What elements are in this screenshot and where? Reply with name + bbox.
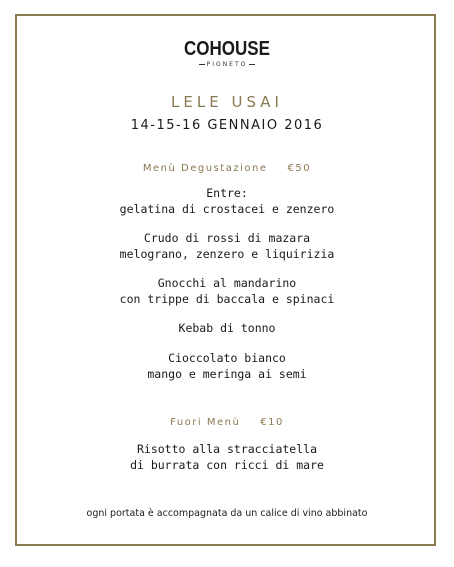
degustazione-price: €50 — [287, 163, 312, 174]
degustazione-title: Menù Degustazione — [142, 163, 268, 174]
fuori-menu-price: €10 — [260, 417, 284, 428]
logo-subtitle-text: PIGNETO — [206, 61, 248, 68]
course-1 — [0, 185, 454, 217]
fuori-menu-title: Fuori Menù — [170, 417, 241, 428]
course-2-line1: Crudo di rossi di mazara — [143, 231, 311, 245]
fuori-menu-heading — [0, 417, 454, 428]
course-5-line1: Cioccolato bianco — [168, 351, 286, 365]
course-5 — [0, 350, 454, 382]
degustazione-heading — [0, 163, 454, 174]
course-4-line1: Kebab di tonno — [178, 321, 276, 335]
wine-pairing-note: ogni portata è accompagnata da un calice di vino abbinato — [86, 508, 368, 519]
extra-course-line2: di burrata con ricci di mare — [130, 458, 324, 472]
extra-course — [0, 441, 454, 473]
course-3-line1: Gnocchi al mandarino — [157, 276, 297, 290]
logo-subtitle — [0, 61, 454, 68]
course-5-line2: mango e meringa ai semi — [147, 367, 307, 381]
course-1-line2: gelatina di crostacei e zenzero — [119, 202, 335, 216]
event-dates: 14-15-16 GENNAIO 2016 — [130, 118, 324, 133]
course-1-line1: Entre: — [206, 186, 248, 200]
course-2-line2: melograno, zenzero e liquirizia — [119, 247, 335, 261]
chef-name: LELE USAI — [171, 93, 283, 111]
extra-course-line1: Risotto alla stracciatella — [136, 442, 317, 456]
logo-wordmark: COHOUSE — [184, 38, 270, 60]
course-2 — [0, 230, 454, 262]
course-3-line2: con trippe di baccala e spinaci — [119, 292, 335, 306]
course-3 — [0, 275, 454, 307]
course-4 — [0, 320, 454, 336]
